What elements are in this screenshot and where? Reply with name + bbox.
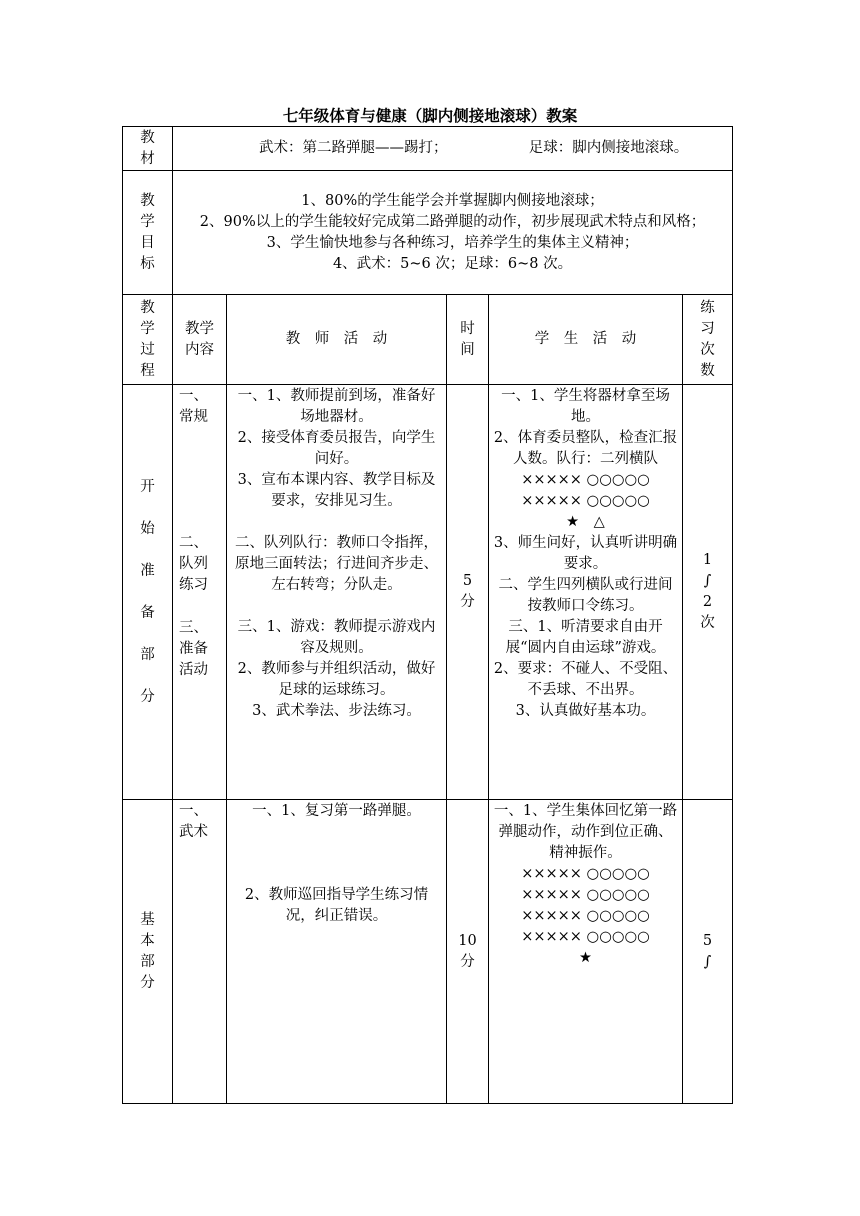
section-start-student	[489, 385, 683, 800]
formation-row: ××××× ○○○○○	[521, 908, 650, 924]
header-time: 时间	[447, 295, 489, 385]
material-content	[173, 127, 733, 171]
page-title: 七年级体育与健康（脚内侧接地滚球）教案	[282, 107, 578, 125]
teacher-item: 一、1、复习第一路弹腿。	[252, 803, 421, 819]
teacher-item: 3、武术拳法、步法练习。	[252, 703, 421, 719]
objective-item: 3、学生愉快地参与各种练习，培养学生的集体主义精神；	[266, 234, 639, 251]
section-start-count: 1∫2次	[683, 385, 733, 800]
student-item: 一、1、学生将器材拿至场地。	[501, 388, 670, 425]
objectives-content	[173, 171, 733, 295]
header-student: 学 生 活 动	[489, 295, 683, 385]
student-item: 3、师生问好，认真听讲明确要求。	[493, 535, 678, 572]
formation-row: ××××× ○○○○○	[521, 472, 650, 488]
teacher-item: 2、教师参与并组织活动，做好足球的运球练习。	[237, 661, 436, 698]
section-basic-label: 基本部分	[123, 800, 173, 1104]
section-basic-time: 10分	[447, 800, 489, 1104]
content-item: 三、准备活动	[179, 620, 208, 678]
formation-row: ××××× ○○○○○	[521, 929, 650, 945]
header-content: 教学内容	[173, 295, 227, 385]
objectives-row	[123, 171, 733, 295]
lesson-plan-table	[122, 126, 733, 1104]
material-football: 足球：脚内侧接地滚球。	[528, 140, 689, 156]
section-basic-count: 5∫	[683, 800, 733, 1104]
content-item: 一、武术	[179, 803, 208, 840]
section-basic	[123, 800, 733, 1104]
material-label: 教材	[123, 127, 173, 171]
teacher-item: 2、教师巡回指导学生练习情况，纠正错误。	[244, 887, 429, 924]
formation-row: ××××× ○○○○○	[521, 866, 650, 882]
section-start-content	[173, 385, 227, 800]
teacher-item: 三、1、游戏：教师提示游戏内容及规则。	[237, 619, 436, 656]
formation-row: ××××× ○○○○○	[521, 887, 650, 903]
header-process: 教学过程	[123, 295, 173, 385]
content-item: 二、队列练习	[179, 535, 208, 593]
student-item: 2、要求：不碰人、不受阻、不丢球、不出界。	[493, 661, 678, 698]
objective-item: 2、90%以上的学生能较好完成第二路弹腿的动作，初步展现武术特点和风格；	[199, 213, 706, 230]
section-start	[123, 385, 733, 800]
formation-row: ××××× ○○○○○	[521, 493, 650, 509]
student-item: 二、学生四列横队或行进间按教师口令练习。	[498, 577, 673, 614]
material-wushu: 武术：第二路弹腿——踢打；	[259, 140, 448, 156]
objective-item: 4、武术：5~6 次；足球：6~8 次。	[332, 255, 573, 272]
section-basic-content	[173, 800, 227, 1104]
objective-item: 1、80%的学生能学会并掌握脚内侧接地滚球；	[301, 192, 604, 209]
header-teacher: 教 师 活 动	[227, 295, 447, 385]
material-row	[123, 127, 733, 171]
section-start-teacher	[227, 385, 447, 800]
formation-markers: ★ △	[566, 514, 605, 530]
header-count: 练习次数	[683, 295, 733, 385]
header-row	[123, 295, 733, 385]
student-item: 三、1、听清要求自由开展“圆内自由运球”游戏。	[505, 619, 666, 656]
teacher-item: 二、队列队行：教师口令指挥，原地三面转法；行进间齐步走、左右转弯；分队走。	[235, 535, 438, 593]
formation-markers: ★	[579, 950, 592, 966]
teacher-item: 3、宣布本课内容、教学目标及要求，安排见习生。	[237, 472, 436, 509]
section-start-time: 5分	[447, 385, 489, 800]
student-item: 2、体育委员整队，检查汇报人数。队行：二列横队	[493, 430, 678, 467]
section-basic-student	[489, 800, 683, 1104]
teacher-item: 一、1、教师提前到场，准备好场地器材。	[237, 388, 436, 425]
content-item: 一、常规	[179, 388, 208, 425]
section-basic-teacher	[227, 800, 447, 1104]
section-start-label: 开始准备部分	[123, 385, 173, 800]
objectives-label: 教学目标	[123, 171, 173, 295]
student-item: 3、认真做好基本功。	[515, 703, 656, 719]
teacher-item: 2、接受体育委员报告，向学生问好。	[237, 430, 436, 467]
student-item: 一、1、学生集体回忆第一路弹腿动作，动作到位正确、精神振作。	[493, 803, 678, 861]
